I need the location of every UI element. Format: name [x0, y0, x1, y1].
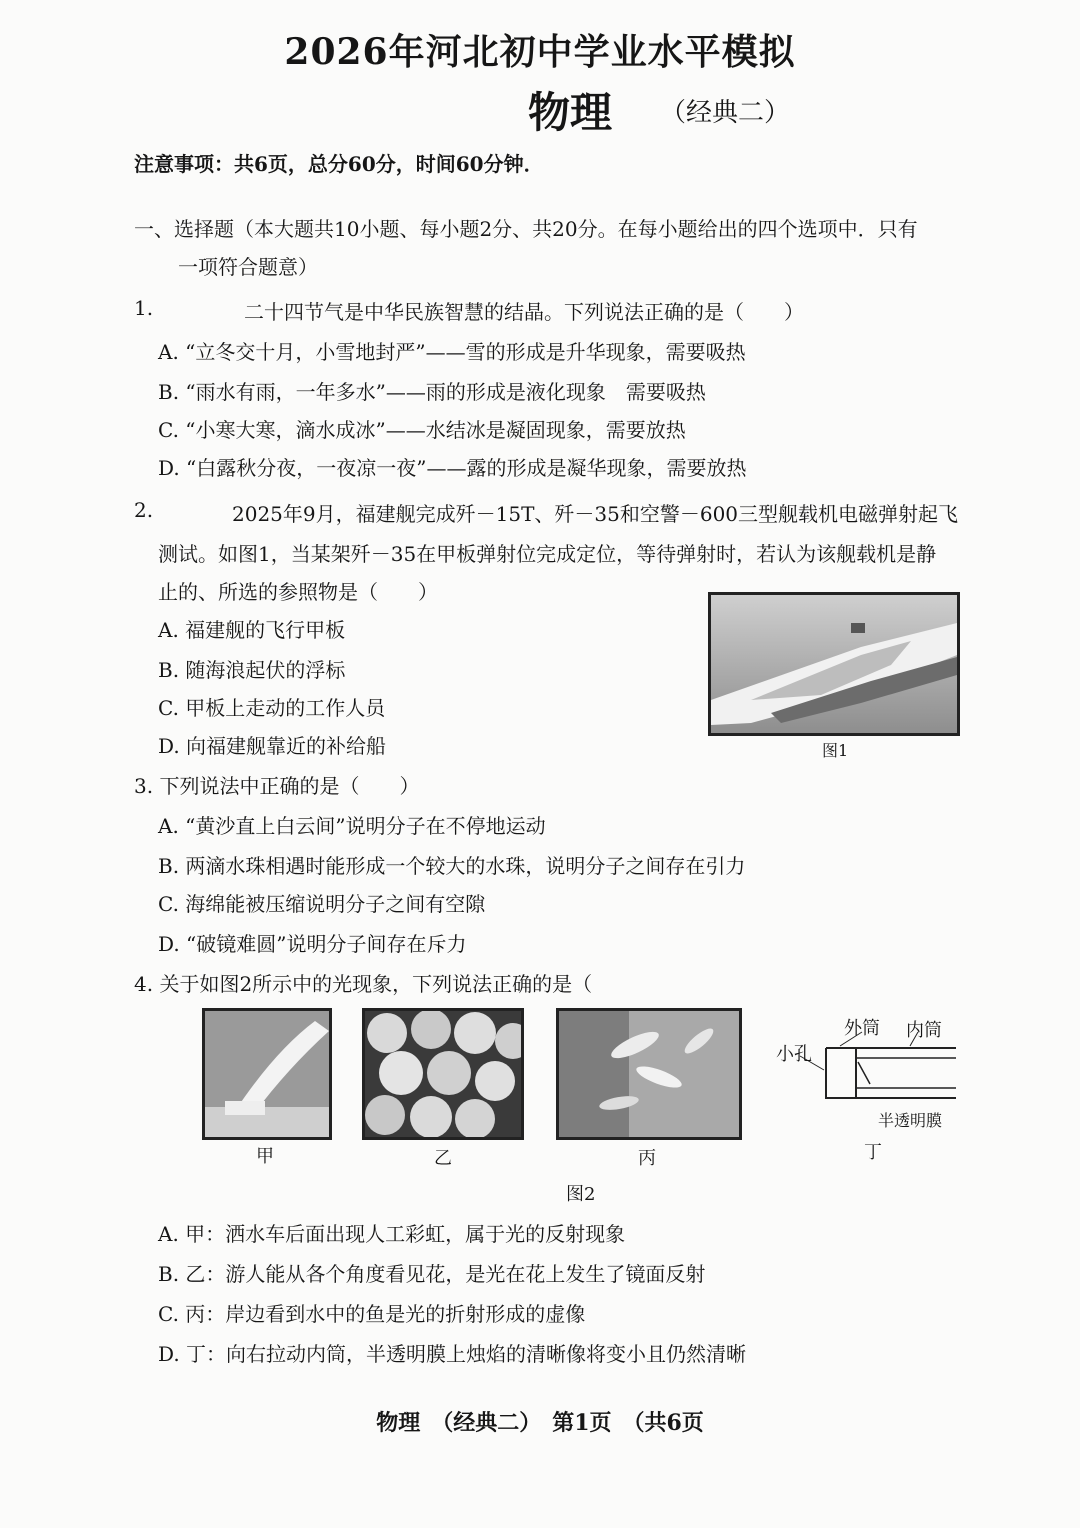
edition-label: （经典二）: [660, 98, 791, 128]
figure2-panel-yi: [362, 1008, 524, 1140]
label-outer-tube: 外筒: [844, 1018, 880, 1039]
q1-option-c: C. “小寒大寒，滴水成冰”——水结冰是凝固现象，需要放热: [158, 418, 686, 442]
q3-stem: 3. 下列说法中正确的是（ ）: [134, 774, 420, 798]
q1-stem: 二十四节气是中华民族智慧的结晶。下列说法正确的是（ ）: [244, 300, 804, 324]
section-heading-line2: 一项符合题意）: [178, 255, 318, 279]
figure2-panel-bing: [556, 1008, 742, 1140]
q1-option-b: B. “雨水有雨，一年多水”——雨的形成是液化现象 需要吸热: [158, 380, 706, 404]
q4-option-d: D. 丁：向右拉动内筒，半透明膜上烛焰的清晰像将变小且仍然清晰: [158, 1342, 747, 1366]
q2-stem-line1: 2025年9月，福建舰完成歼－15T、歼－35和空警－600三型舰载机电磁弹射起飞: [232, 502, 959, 526]
figure1-carrier-photo: [708, 592, 960, 736]
q2-option-a: A. 福建舰的飞行甲板: [158, 618, 346, 642]
q1-option-d: D. “白露秋分夜，一夜凉一夜”——露的形成是凝华现象，需要放热: [158, 456, 747, 480]
q2-number: 2.: [134, 498, 154, 522]
q1-number: 1.: [134, 296, 154, 320]
q3-option-d: D. “破镜难圆”说明分子间存在斥力: [158, 932, 467, 956]
q3-option-b: B. 两滴水珠相遇时能形成一个较大的水珠，说明分子之间存在引力: [158, 854, 746, 878]
notice-text: 注意事项：共6页，总分60分，时间60分钟．: [134, 152, 544, 176]
panel-label-jia: 甲: [256, 1146, 274, 1167]
carrier-image: [711, 595, 957, 733]
section-heading: [134, 210, 1024, 286]
q2-option-b: B. 随海浪起伏的浮标: [158, 658, 346, 682]
page-footer: 物理 （经典二） 第1页 （共6页: [376, 1410, 704, 1436]
q4-stem: 4. 关于如图2所示中的光现象，下列说法正确的是（: [134, 972, 593, 996]
q4-option-b: B. 乙：游人能从各个角度看见花，是光在花上发生了镜面反射: [158, 1262, 706, 1286]
q3-option-c: C. 海绵能被压缩说明分子之间有空隙: [158, 892, 486, 916]
figure1-caption: 图1: [822, 741, 849, 760]
label-semi-transparent-film: 半透明膜: [878, 1111, 943, 1130]
figure2-panel-jia: [202, 1008, 332, 1140]
figure2-caption: 图2: [566, 1184, 596, 1205]
q4-option-a: A. 甲：洒水车后面出现人工彩虹，属于光的反射现象: [158, 1222, 626, 1246]
q2-option-d: D. 向福建舰靠近的补给船: [158, 734, 387, 758]
label-inner-tube: 内筒: [906, 1020, 942, 1041]
panel-label-bing: 丙: [638, 1148, 656, 1169]
flowers-image: [365, 1011, 521, 1137]
q2-stem-line2: 测试。如图1，当某架歼－35在甲板弹射位完成定位，等待弹射时，若认为该舰载机是静: [158, 542, 937, 566]
q4-option-c: C. 丙：岸边看到水中的鱼是光的折射形成的虚像: [158, 1302, 586, 1326]
q1-option-a: A. “立冬交十月，小雪地封严”——雪的形成是升华现象，需要吸热: [158, 340, 746, 364]
section-heading-line1: 一、选择题（本大题共10小题、每小题2分、共20分。在每小题给出的四个选项中．只有: [134, 217, 918, 241]
exam-title: 2026年河北初中学业水平模拟: [284, 31, 796, 73]
q3-option-a: A. “黄沙直上白云间”说明分子在不停地运动: [158, 814, 546, 838]
q2-option-c: C. 甲板上走动的工作人员: [158, 696, 386, 720]
label-pinhole: 小孔: [776, 1044, 812, 1065]
rainbow-truck-image: [205, 1011, 329, 1137]
panel-label-yi: 乙: [434, 1148, 452, 1169]
fish-pond-image: [559, 1011, 739, 1137]
panel-label-ding: 丁: [864, 1142, 882, 1163]
q2-stem-line3: 止的、所选的参照物是（ ）: [158, 580, 438, 604]
subject-title: 物理: [528, 88, 613, 137]
